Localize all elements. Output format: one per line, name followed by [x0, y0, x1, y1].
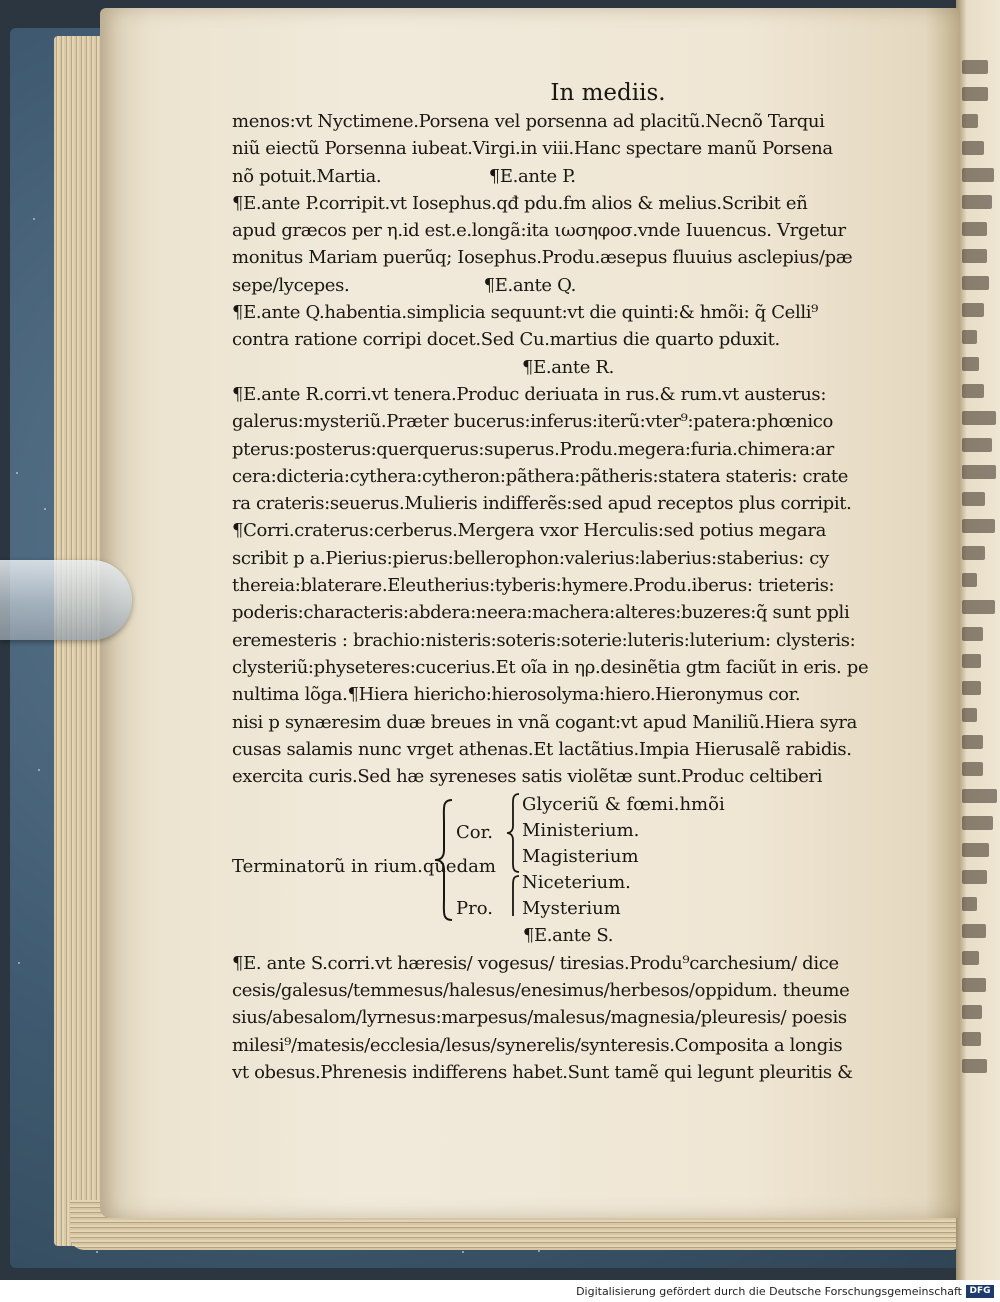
text-line: poderis:characteris:abdera:neera:machera:alteres:buzeres:q̃ sunt ppli	[232, 602, 850, 624]
brace-icon	[504, 792, 522, 874]
text-line: apud græcos per η.id est.e.longã:ita ιωσηφοσ.vnde Iuuencus. Vrgetur	[232, 220, 846, 242]
facing-text-fragment	[962, 141, 984, 155]
cover-speckle	[538, 1250, 540, 1252]
cover-speckle	[38, 769, 40, 771]
text-line: sius/abesalom/lyrnesus:marpesus/malesus/magnesia/pleuresis/ poesis	[232, 1007, 847, 1029]
text-line: ¶E.ante R.corri.vt tenera.Produc deriuata in rus.& rum.vt austerus:	[232, 383, 827, 405]
footer-credit: Digitalisierung gefördert durch die Deutsche Forschungsgemeinschaft	[576, 1285, 962, 1298]
facing-text-fragment	[962, 924, 986, 938]
facing-text-fragment	[962, 816, 993, 830]
table-left-label: Terminatorũ in rium.quedam	[232, 856, 496, 878]
facing-text-fragment	[962, 168, 994, 182]
brace-icon	[432, 798, 456, 922]
text-line: ¶Corri.craterus:cerberus.Mergera vxor Herculis:sed potius megara	[232, 520, 827, 542]
text-line: vt obesus.Phrenesis indifferens habet.Sunt tamẽ qui legunt pleuritis &	[232, 1061, 853, 1083]
text-line: ¶E. ante S.corri.vt hæresis/ vogesus/ tiresias.Produ⁹carchesium/ dice	[232, 952, 839, 974]
facing-text-fragment	[962, 897, 977, 911]
facing-text-fragment	[962, 654, 981, 668]
text-line: cesis/galesus/temmesus/halesus/enesimus/herbesos/oppidum. theume	[232, 980, 850, 1002]
text-line: ra crateris:seuerus.Mulieris indifferẽs:sed apud receptos plus corripit.	[232, 493, 852, 515]
facing-text-fragment	[962, 87, 988, 101]
brace-icon	[504, 874, 522, 918]
table-item: Mysterium	[522, 898, 621, 920]
facing-text-fragment	[962, 357, 979, 371]
text-line: nultima lõga.¶Hiera hiericho:hierosolyma:hiero.Hieronymus cor.	[232, 684, 801, 706]
table-pro-label: Pro.	[456, 898, 493, 920]
body-lines	[232, 108, 904, 790]
table-item: Glyceriũ & fœmi.hmõi	[522, 794, 725, 816]
text-line: monitus Mariam puerũq; Iosephus.Produ.æsepus fluuius asclepius/pæ	[232, 247, 853, 269]
cover-speckle	[18, 962, 20, 964]
cover-speckle	[44, 508, 46, 510]
facing-text-fragment	[962, 519, 995, 533]
text-line: pterus:posterus:querquerus:superus.Produ.megera:furia.chimera:ar	[232, 438, 834, 460]
text-line: sepe/lycepes. ¶E.ante Q.	[232, 274, 576, 296]
facing-text-fragment	[962, 222, 987, 236]
facing-text-fragment	[962, 546, 985, 560]
cover-speckle	[16, 472, 18, 474]
facing-text-fragment	[962, 114, 978, 128]
text-line: cusas salamis nunc vrget athenas.Et lactãtius.Impia Hierusalẽ rabidis.	[232, 738, 852, 760]
facing-text-fragment	[962, 951, 979, 965]
facing-text-fragment	[962, 330, 977, 344]
table-item: Ministerium.	[522, 820, 640, 842]
text-line: clysteriũ:physeteres:cucerius.Et oĩa in ηρ.desinẽtia gtm faciũt in eris. pe	[232, 656, 869, 678]
facing-text-fragment	[962, 708, 977, 722]
terminations-table	[232, 792, 904, 922]
facing-text-fragment	[962, 762, 983, 776]
facing-text-fragment	[962, 978, 986, 992]
text-line: exercita curis.Sed hæ syreneses satis violẽtæ sunt.Produc celtiberi	[232, 766, 823, 788]
text-line: nõ potuit.Martia. ¶E.ante P.	[232, 165, 576, 187]
text-line: cera:dicteria:cythera:cytheron:pãthera:pãtheris:statera stateris: crate	[232, 465, 849, 487]
facing-text-fragment	[962, 1059, 987, 1073]
facing-text-fragment	[962, 384, 984, 398]
cover-speckle	[462, 1251, 464, 1253]
dfg-logo: DFG	[966, 1285, 994, 1298]
page-clip	[0, 560, 132, 640]
text-line: ¶E.ante Q.habentia.simplicia sequunt:vt die quinti:& hmõi: q̃ Celli⁹	[232, 302, 819, 324]
facing-text-fragment	[962, 627, 983, 641]
facing-text-fragment	[962, 195, 992, 209]
section-heading: ¶E.ante S.	[522, 925, 614, 947]
facing-text-fragment	[962, 60, 988, 74]
text-line: galerus:mysteriũ.Præter bucerus:inferus:iterũ:vter⁹:patera:phœnico	[232, 411, 834, 433]
running-head: In mediis.	[550, 80, 666, 106]
text-line: eremesteris : brachio:nisteris:soteris:soterie:luteris:luterium: clysteris:	[232, 629, 856, 651]
facing-text-fragment	[962, 276, 989, 290]
table-item: Magisterium	[522, 846, 639, 868]
facing-text-fragment	[962, 735, 983, 749]
facing-text-fragment	[962, 1032, 981, 1046]
cover-speckle	[96, 1251, 98, 1253]
page-text	[232, 78, 904, 1086]
facing-text-fragment	[962, 465, 996, 479]
facing-text-fragment	[962, 492, 985, 506]
facing-text-fragment	[962, 303, 984, 317]
footer-bar	[0, 1282, 1000, 1302]
facing-text-fragment	[962, 870, 987, 884]
text-line: thereia:blaterare.Eleutherius:tyberis:hymere.Produ.iberus: trieteris:	[232, 575, 835, 597]
text-line: scribit p a.Pierius:pierus:bellerophon:valerius:laberius:staberius: cy	[232, 547, 829, 569]
section-heading: ¶E.ante R.	[521, 356, 615, 378]
facing-text-fragment	[962, 681, 981, 695]
facing-text-fragment	[962, 789, 997, 803]
facing-page-strip	[956, 0, 1000, 1280]
text-line: milesi⁹/matesis/ecclesia/lesus/synerelis/synteresis.Composita a longis	[232, 1034, 843, 1056]
facing-text-fragment	[962, 843, 989, 857]
table-cor-label: Cor.	[456, 822, 493, 844]
text-line: contra ratione corripi docet.Sed Cu.martius die quarto pduxit.	[232, 329, 780, 351]
facing-text-fragment	[962, 573, 977, 587]
facing-text-fragment	[962, 1005, 982, 1019]
facing-text-fragment	[962, 600, 995, 614]
body-lines-after	[232, 950, 904, 1086]
text-line: nisi p synæresim duæ breues in vnã cogant:vt apud Maniliũ.Hiera syra	[232, 711, 858, 733]
text-line: ¶E.ante P.corripit.vt Iosephus.qđ pdu.fm alios & melius.Scribit eñ	[232, 192, 808, 214]
facing-text-fragment	[962, 411, 996, 425]
text-line: menos:vt Nyctimene.Porsena vel porsenna ad placitũ.Necnõ Tarqui	[232, 111, 825, 132]
table-item: Niceterium.	[522, 872, 631, 894]
facing-text-fragment	[962, 438, 992, 452]
facing-text-fragment	[962, 249, 987, 263]
cover-speckle	[33, 218, 35, 220]
text-line: niũ eiectũ Porsenna iubeat.Virgi.in viii.Hanc spectare manũ Porsena	[232, 138, 833, 160]
